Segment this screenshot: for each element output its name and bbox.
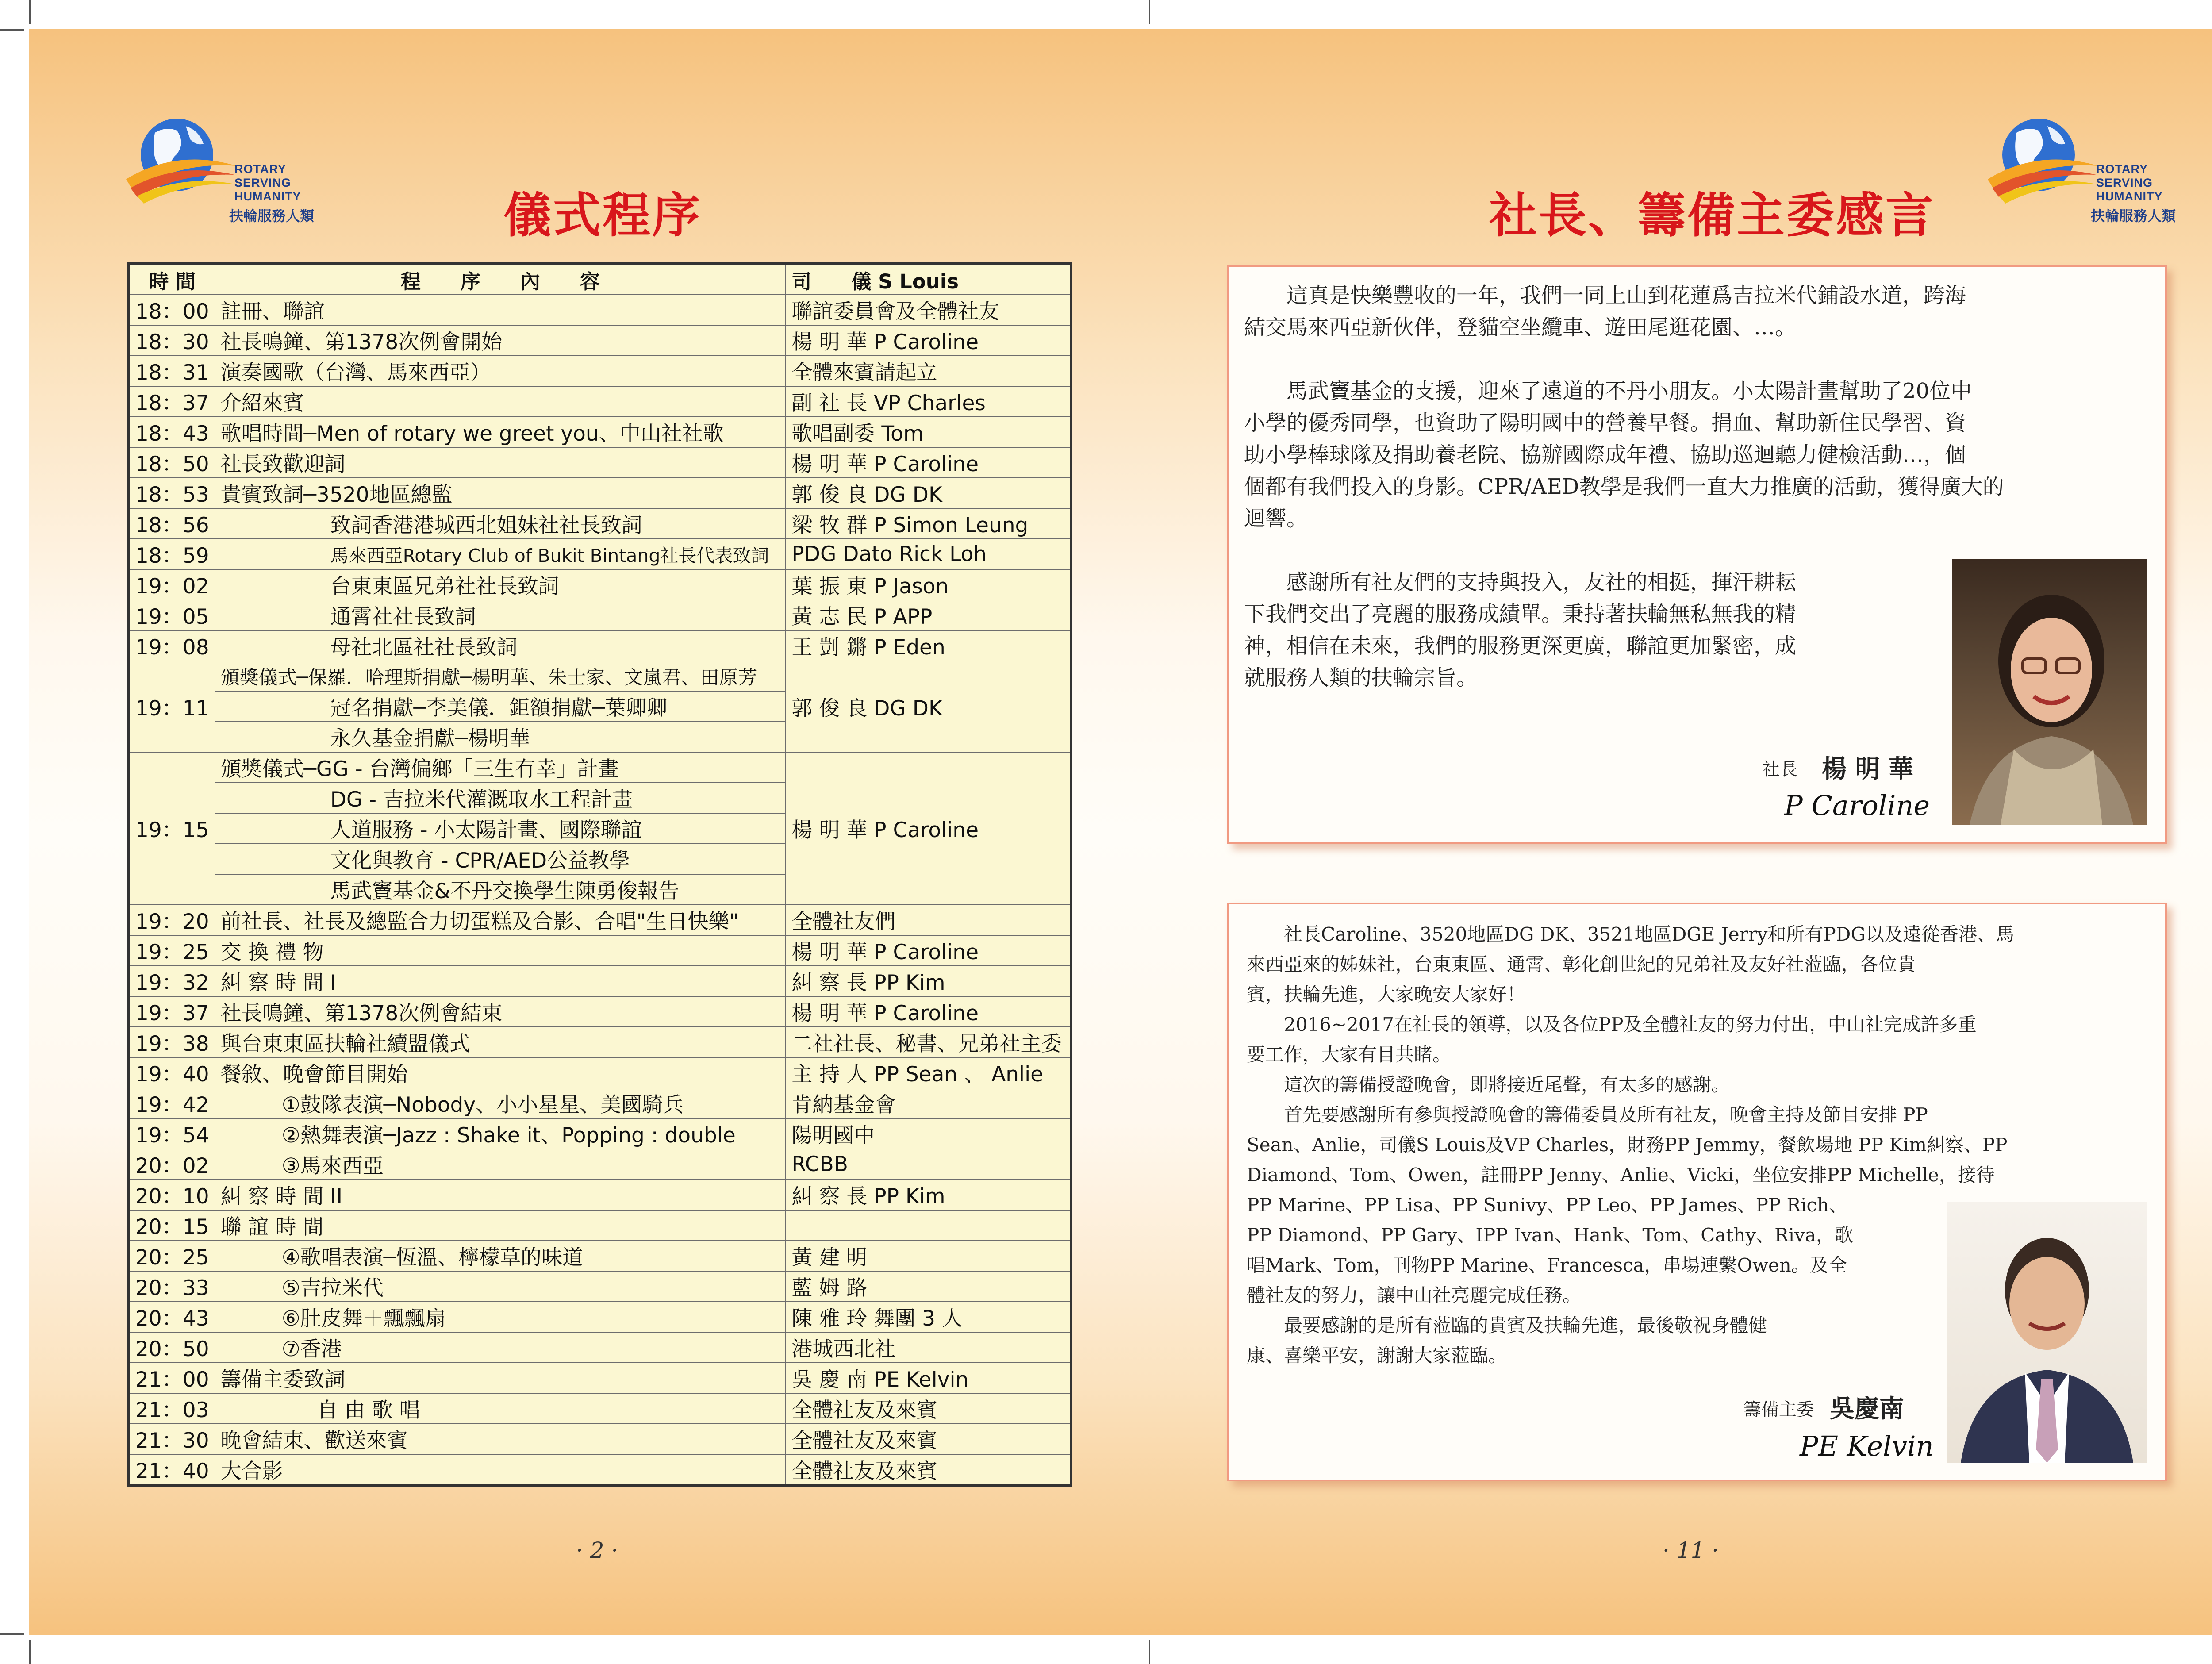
host-cell: 肯納基金會 (786, 1088, 1071, 1118)
table-row (129, 417, 1071, 447)
table-row (129, 1118, 1071, 1149)
table-row (129, 1271, 1071, 1302)
time-cell: 20：25 (129, 1241, 215, 1271)
program-cell: ②熱舞表演─Jazz : Shake it、Popping : double (215, 1118, 786, 1149)
host-cell: 陽明國中 (786, 1118, 1071, 1149)
host-cell: 楊 明 華 P Caroline (786, 325, 1071, 356)
host-cell: 郭 俊 良 DG DK (786, 661, 1071, 752)
table-row (129, 905, 1071, 935)
rotary-logo-right (1985, 113, 2185, 241)
host-cell: 藍 姆 路 (786, 1271, 1071, 1302)
message-line: 結交馬來西亞新伙伴，登貓空坐纜車、遊田尾逛花園、…。 (1244, 315, 1797, 340)
time-cell: 18：53 (129, 478, 215, 508)
time-cell: 19：08 (129, 630, 215, 661)
host-cell: PDG Dato Rick Loh (786, 539, 1071, 569)
president-photo (1952, 559, 2147, 825)
message-line: 體社友的努力，讓中山社亮麗完成任務。 (1247, 1284, 1582, 1306)
host-cell: 楊 明 華 P Caroline (786, 447, 1071, 478)
message-line: 感謝所有社友們的支持與投入，友社的相挺，揮汗耕耘 (1244, 570, 1797, 595)
president-role: 社長 (1762, 759, 1797, 780)
table-row (129, 325, 1071, 356)
host-cell: 全體社友及來賓 (786, 1424, 1071, 1454)
organizing-chair-english-name: PE Kelvin (1800, 1430, 1934, 1462)
crop-mark (0, 1633, 24, 1635)
program-cell: ③馬來西亞 (215, 1149, 786, 1180)
president-message-box (1227, 265, 2167, 844)
program-cell: 人道服務 - 小太陽計畫、國際聯誼 (215, 813, 786, 844)
host-cell: 楊 明 華 P Caroline (786, 752, 1071, 905)
message-line: 就服務人類的扶輪宗旨。 (1244, 665, 1478, 690)
host-cell: 港城西北社 (786, 1332, 1071, 1363)
time-cell: 20：15 (129, 1210, 215, 1241)
program-cell: 冠名捐獻─李美儀．鉅額捐獻─葉卿卿 (215, 691, 786, 722)
table-row (129, 1180, 1071, 1210)
message-line: 個都有我們投入的身影。CPR/AED教學是我們一直大力推廣的活動，獲得廣大的 (1244, 474, 2004, 499)
message-line: 迴響。 (1244, 506, 1308, 531)
table-row (129, 1149, 1071, 1180)
table-header-row (129, 264, 1071, 295)
program-cell: 介紹來賓 (215, 386, 786, 417)
logo-text-humanity: HUMANITY (234, 190, 301, 203)
message-line: 賓，扶輪先進，大家晚安大家好！ (1247, 984, 1526, 1005)
message-line: 馬武竇基金的支援，迎來了遠道的不丹小朋友。小太陽計畫幫助了20位中 (1244, 379, 1972, 404)
crop-mark (1149, 0, 1150, 24)
page-title-left: 儀式程序 (503, 188, 702, 243)
host-cell: 副 社 長 VP Charles (786, 386, 1071, 417)
table-row (129, 1088, 1071, 1118)
time-cell: 18：37 (129, 386, 215, 417)
globe-icon (124, 113, 239, 215)
host-cell: RCBB (786, 1149, 1071, 1180)
time-cell: 19：32 (129, 966, 215, 996)
program-cell: ⑤吉拉米代 (215, 1271, 786, 1302)
program-cell: 歌唱時間─Men of rotary we greet you、中山社社歌 (215, 417, 786, 447)
time-cell: 19：42 (129, 1088, 215, 1118)
host-cell: 吳 慶 南 PE Kelvin (786, 1363, 1071, 1393)
message-line: 唱Mark、Tom，刊物PP Marine、Francesca，串場連繫Owen。及全 (1247, 1254, 1847, 1276)
logo-text-serving: SERVING (234, 176, 292, 189)
program-cell: 糾 察 時 間 II (215, 1180, 786, 1210)
time-cell: 20：10 (129, 1180, 215, 1210)
table-row (129, 569, 1071, 600)
host-cell: 聯誼委員會及全體社友 (786, 295, 1071, 325)
logo-text-humanity: HUMANITY (2096, 190, 2163, 203)
program-cell: 母社北區社社長致詞 (215, 630, 786, 661)
host-cell: 主 持 人 PP Sean 、 Anlie (786, 1057, 1071, 1088)
time-cell: 19：20 (129, 905, 215, 935)
table-row (129, 1057, 1071, 1088)
table-row (129, 356, 1071, 386)
time-cell: 20：50 (129, 1332, 215, 1363)
host-cell: 全體來賓請起立 (786, 356, 1071, 386)
program-cell: 註冊、聯誼 (215, 295, 786, 325)
page-number-left: · 2 · (576, 1537, 618, 1563)
column-header-time: 時 間 (129, 264, 215, 295)
portrait-woman-image (1952, 559, 2147, 825)
program-cell: ⑥肚皮舞＋飄飄扇 (215, 1302, 786, 1332)
message-line: 2016~2017在社長的領導，以及各位PP及全體社友的努力付出，中山社完成許多重 (1247, 1014, 1977, 1035)
president-name: 楊 明 華 (1822, 754, 1913, 784)
message-paragraph (1244, 280, 2155, 343)
program-cell: 與台東東區扶輪社續盟儀式 (215, 1027, 786, 1057)
program-cell: 社長鳴鐘、第1378次例會開始 (215, 325, 786, 356)
program-cell: 通霄社社長致詞 (215, 600, 786, 630)
table-row (129, 752, 1071, 783)
table-row (129, 1027, 1071, 1057)
table-row (129, 996, 1071, 1027)
program-cell: 台東東區兄弟社社長致詞 (215, 569, 786, 600)
host-cell: 全體社友及來賓 (786, 1393, 1071, 1424)
message-line: 這真是快樂豐收的一年，我們一同上山到花蓮爲吉拉米代鋪設水道，跨海 (1244, 283, 1966, 308)
table-row (129, 478, 1071, 508)
message-line: 最要感謝的是所有蒞臨的貴賓及扶輪先進，最後敬祝身體健 (1247, 1314, 1767, 1336)
host-cell: 糾 察 長 PP Kim (786, 1180, 1071, 1210)
message-line: 下我們交出了亮麗的服務成績單。秉持著扶輪無私無我的精 (1244, 602, 1797, 626)
time-cell: 21：03 (129, 1393, 215, 1424)
host-cell: 二社社長、秘書、兄弟社主委 (786, 1027, 1071, 1057)
portrait-man-image (1947, 1202, 2147, 1463)
time-cell: 20：02 (129, 1149, 215, 1180)
column-header-program: 程 序 內 容 (215, 264, 786, 295)
table-row (129, 1393, 1071, 1424)
table-row (129, 1363, 1071, 1393)
table-row (129, 935, 1071, 966)
program-cell: 演奏國歌（台灣、馬來西亞） (215, 356, 786, 386)
table-row (129, 1454, 1071, 1486)
program-cell: 致詞香港港城西北姐妹社社長致詞 (215, 508, 786, 539)
host-cell: 郭 俊 良 DG DK (786, 478, 1071, 508)
program-cell: 自 由 歌 唱 (215, 1393, 786, 1424)
logo-text-serving: SERVING (2096, 176, 2153, 189)
crop-mark (29, 0, 31, 24)
time-cell: 21：00 (129, 1363, 215, 1393)
column-header-host: 司 儀 S Louis (786, 264, 1071, 295)
message-line: 社長Caroline、3520地區DG DK、3521地區DGE Jerry和所有PDG以及遠從香港、馬 (1247, 923, 2015, 945)
host-cell: 歌唱副委 Tom (786, 417, 1071, 447)
host-cell: 楊 明 華 P Caroline (786, 935, 1071, 966)
program-cell: DG - 吉拉米代灌溉取水工程計畫 (215, 783, 786, 813)
time-cell: 21：40 (129, 1454, 215, 1486)
time-cell: 18：50 (129, 447, 215, 478)
program-cell: ④歌唱表演─恆溫、檸檬草的味道 (215, 1241, 786, 1271)
program-cell: 晚會結束、歡送來賓 (215, 1424, 786, 1454)
program-cell: 貴賓致詞─3520地區總監 (215, 478, 786, 508)
message-line: Diamond、Tom、Owen，註冊PP Jenny、Anlie、Vicki，坐位安排PP Michelle，接待 (1247, 1164, 1995, 1186)
message-paragraph (1244, 375, 2155, 534)
program-cell: 大合影 (215, 1454, 786, 1486)
time-cell: 19：11 (129, 661, 215, 752)
table-row (129, 386, 1071, 417)
host-cell: 黃 志 民 P APP (786, 600, 1071, 630)
program-cell: 頒獎儀式─GG - 台灣偏鄉「三生有幸」計畫 (215, 752, 786, 783)
crop-mark (29, 1640, 31, 1664)
message-line: Sean、Anlie，司儀S Louis及VP Charles，財務PP Jemmy，餐飲場地 PP Kim糾察、PP (1247, 1134, 2008, 1156)
president-english-name: P Caroline (1784, 789, 1930, 822)
table-row (129, 966, 1071, 996)
table-row (129, 1332, 1071, 1363)
program-cell: ①鼓隊表演─Nobody、小小星星、美國騎兵 (215, 1088, 786, 1118)
time-cell: 19：40 (129, 1057, 215, 1088)
program-cell: ⑦香港 (215, 1332, 786, 1363)
program-cell: 馬武竇基金&不丹交換學生陳勇俊報告 (215, 874, 786, 905)
table-row (129, 600, 1071, 630)
table-row (129, 630, 1071, 661)
table-row (129, 295, 1071, 325)
host-cell (786, 1210, 1071, 1241)
time-cell: 18：00 (129, 295, 215, 325)
rotary-logo-left (124, 113, 323, 241)
program-cell: 社長致歡迎詞 (215, 447, 786, 478)
page-title-right: 社長、籌備主委感言 (1489, 188, 1936, 243)
table-row (129, 1302, 1071, 1332)
time-cell: 19：37 (129, 996, 215, 1027)
program-cell: 文化與教育 - CPR/AED公益教學 (215, 844, 786, 874)
time-cell: 18：59 (129, 539, 215, 569)
table-row (129, 1210, 1071, 1241)
time-cell: 21：30 (129, 1424, 215, 1454)
message-line: 來西亞來的姊妹社，台東東區、通霄、彰化創世紀的兄弟社及友好社蒞臨，各位貴 (1247, 953, 1916, 975)
time-cell: 20：33 (129, 1271, 215, 1302)
host-cell: 葉 振 東 P Jason (786, 569, 1071, 600)
host-cell: 王 剴 鏘 P Eden (786, 630, 1071, 661)
organizing-chair-role: 籌備主委 (1743, 1399, 1814, 1420)
program-cell: 社長鳴鐘、第1378次例會結束 (215, 996, 786, 1027)
program-cell: 永久基金捐獻─楊明華 (215, 722, 786, 752)
host-cell: 楊 明 華 P Caroline (786, 996, 1071, 1027)
table-row (129, 539, 1071, 569)
message-line: PP Marine、PP Lisa、PP Sunivy、PP Leo、PP James、PP Rich、 (1247, 1194, 1848, 1216)
message-line: 首先要感謝所有參與授證晚會的籌備委員及所有社友，晚會主持及節目安排 PP (1247, 1104, 1928, 1126)
time-cell: 19：38 (129, 1027, 215, 1057)
page-number-right: · 11 · (1663, 1537, 1719, 1563)
table-row (129, 1241, 1071, 1271)
table-row (129, 1424, 1071, 1454)
organizing-chair-name: 吳慶南 (1830, 1394, 1904, 1423)
host-cell: 全體社友們 (786, 905, 1071, 935)
time-cell: 18：30 (129, 325, 215, 356)
table-row (129, 447, 1071, 478)
message-line: 這次的籌備授證晚會，即將接近尾聲，有太多的感謝。 (1247, 1074, 1730, 1095)
schedule-body (129, 295, 1071, 1486)
message-line: 康、喜樂平安，謝謝大家蒞臨。 (1247, 1345, 1507, 1366)
program-cell: 餐敘、晚會節目開始 (215, 1057, 786, 1088)
time-cell: 19：54 (129, 1118, 215, 1149)
logo-text-chinese: 扶輪服務人類 (2091, 208, 2176, 224)
time-cell: 18：43 (129, 417, 215, 447)
program-cell: 籌備主委致詞 (215, 1363, 786, 1393)
crop-mark (0, 29, 24, 31)
table-row (129, 508, 1071, 539)
message-line: 小學的優秀同學，也資助了陽明國中的營養早餐。捐血、幫助新住民學習、資 (1244, 411, 1966, 435)
organizing-chair-photo (1947, 1202, 2147, 1463)
host-cell: 陳 雅 玲 舞團 3 人 (786, 1302, 1071, 1332)
program-cell: 前社長、社長及總監合力切蛋糕及合影、合唱"生日快樂" (215, 905, 786, 935)
program-cell: 交 換 禮 物 (215, 935, 786, 966)
time-cell: 18：56 (129, 508, 215, 539)
host-cell: 糾 察 長 PP Kim (786, 966, 1071, 996)
program-cell: 頒獎儀式─保羅．哈理斯捐獻─楊明華、朱士家、文嵐君、田原芳 (215, 661, 786, 691)
logo-text-rotary: ROTARY (234, 162, 286, 176)
table-row (129, 661, 1071, 691)
time-cell: 19：25 (129, 935, 215, 966)
message-line: 神，相信在未來，我們的服務更深更廣，聯誼更加緊密，成 (1244, 634, 1797, 658)
message-line: PP Diamond、PP Gary、IPP Ivan、Hank、Tom、Cathy、Riva，歌 (1247, 1224, 1853, 1246)
organizing-chair-message-box (1227, 903, 2167, 1481)
message-line: 助小學棒球隊及捐助養老院、協辦國際成年禮、協助巡迴聽力健檢活動…，個 (1244, 442, 1966, 467)
time-cell: 19：15 (129, 752, 215, 905)
time-cell: 19：02 (129, 569, 215, 600)
program-cell: 馬來西亞Rotary Club of Bukit Bintang社長代表致詞 (215, 539, 786, 569)
host-cell: 黃 建 明 (786, 1241, 1071, 1271)
time-cell: 20：43 (129, 1302, 215, 1332)
ceremony-schedule-table (127, 262, 1072, 1487)
globe-icon (1985, 113, 2101, 215)
logo-text-rotary: ROTARY (2096, 162, 2148, 176)
time-cell: 18：31 (129, 356, 215, 386)
program-cell: 聯 誼 時 間 (215, 1210, 786, 1241)
host-cell: 全體社友及來賓 (786, 1454, 1071, 1486)
time-cell: 19：05 (129, 600, 215, 630)
crop-mark (1149, 1640, 1150, 1664)
logo-text-chinese: 扶輪服務人類 (229, 208, 315, 224)
program-cell: 糾 察 時 間 I (215, 966, 786, 996)
host-cell: 梁 牧 群 P Simon Leung (786, 508, 1071, 539)
message-line: 要工作，大家有目共睹。 (1247, 1044, 1452, 1065)
